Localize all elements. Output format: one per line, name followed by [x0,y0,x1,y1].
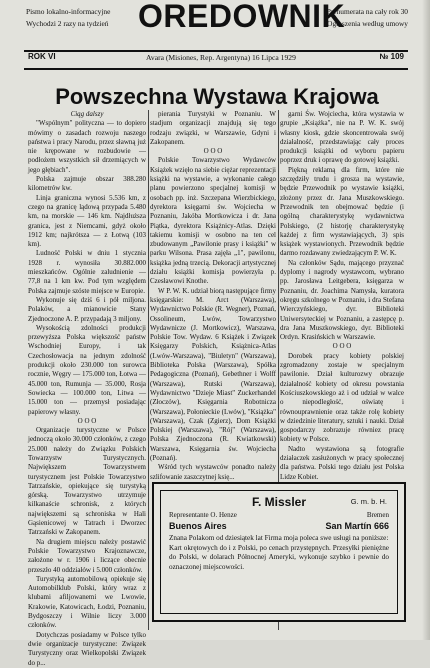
article-byline: Ciąg dalszy [70,110,104,118]
article-paragraph: Dotychczas posiadamy w Polsce tylko dwie organizacje turystyczne: Związek Turystyczny oraz Wielkopolski Związek do p... [28,630,146,667]
advertiser-representative [169,511,389,519]
article-paragraph: Na członków Sądu, mającego przyznać dyplomy i nagrody wystawcom, wybrano pp. Jarosława Leitgebera, księgarza w Poznaniu, dr. Joachima Namysła, kuratora okręgu szkolnego w Poznaniu, i dra Stefana Wierczyńskiego, dyr. Biblioteki Uniwersyteckiej w Poznaniu, a zastępcę p. dra Jana Muszkowskiego, dyr. Biblioteki Ordyn. Krasińskich w Warszawie. [280,258,404,342]
article-paragraph: Polskie Towarzystwo Wydawców Książek wzięło na siebie ciężar reprezentacji książki na wystawie, a wykonanie całego planu powierzono specjalnej komisji w osobach pp. inż. Szczepana Wierzbickiego, dyrektora księgarni św. Wojciecha w Poznaniu, Jakóba Mortkowicza i dr. Jana Piątka, dyrektora Książnicy-Atlas. Dzięki takiemu komisji w osobno na ten cel zbudowanym „Pawilonie prasy i książki" w parku Wilsona. Prasa zajęła „1", pawilonu, książka jedną trzecią. Dekoracji artystycznej działu książki komisja powierzyła p. Czesławowi Knothe. [150,156,276,286]
article-paragraph: Linja graniczna wynosi 5.536 km, z czego na granicę lądową przypada 5.480 km, na morskie — 146 km. Najdłuższa granica, jest z Niemcami, gdyż około 1912 km; najkrótsza — z Łotwą (103 km). [28,193,146,249]
section-separator: O O O [332,342,352,351]
article-paragraph: Nadto wystawiona są fotografie działaczek zasłużonych w pracy społecznej dla państwa. Polski tego działu jest Polska Lidze Kobiet. [280,444,404,481]
advertiser-city: Buenos Aires [169,521,227,531]
article-column-2 [150,110,276,481]
advertiser-name [161,495,397,509]
article-paragraph: "Wspólnym" polityczna — to dopiero mówimy o zasadach rozwoju naszego państwa i pracy Narodu, przez sławną już nie krępowane w rozbudowie — podłożem wszystkich sił drzemiących w jego głębiach". [28,119,146,174]
masthead-right-info [304,6,408,30]
masthead-frequency: Wychodzi 2 razy na tydzień [26,19,109,28]
section-separator: O O O [203,147,223,156]
representative-name: Representante O. Henze [169,511,237,519]
advertisement-box [152,482,406,622]
masthead-subscription: Prenumerata na cały rok 30 [326,7,408,16]
newspaper-title: OREDOWNIK [138,0,346,34]
representative-city: Bremen [366,511,389,519]
section-separator: O O O [77,416,97,425]
article-paragraph: Na drugiem miejscu należy postawić Polskie Towarzystwo Krajoznawcze, założone w r. 1906 i liczące obecnie przeszło 40 oddziałów i 5.000 członków. [28,537,146,574]
article-column-1 [28,110,146,667]
article-paragraph: W P. W. K. udział biorą następujące firmy księgarskie: M. Arct (Warszawa), Wydawnictwo Polskie (R. Wegner), Poznań, Ossolineum, Lwów, Towarzystwo Wydawnicze (J. Mortkowicz), Warszawa, Polskie Tow. Wydaw. 6 Książek i Związek Księgarzy Polskich, Książnica-Atlas (Lwów-Warszawa), "Biuletyn" (Warszawa), Biblioteka Polska (Warszawa), Spółka Pedagogiczna (Poznań), Gebethner i Wolff (Warszawa), Rutski (Warszawa), Wydawnictwo "Dzieje Miast" Zuckerhandel (Złoczów), Księgarnia Robotnicza (Warszawa), Połonieckie (Lwów), "Książka" (Warszawa), Czak (Zgierz), Dom Książki Polskiej (Warszawa), "Rój" (Warszawa), Polska Zjednoczona (R. Kwiatkowski) Warszawa, Księgarnia św. Wojciecha (Poznań). [150,286,276,462]
article-paragraph: Wysokością zdolności produkcji przewyższa Polska większość państw Wschodniej Europy, i tak Czechosłowacja na jednym zdolność produkcji około 230.000 ton surowca rocznie, Węgry — 175.000 ton, Łotwa — 45.000 ton, Rumunja — 35.000, Rosja Sowiecka — 100.000 ton, Litwa — 15.000 ton — przemysł posiadając papierowy własny. [28,323,146,416]
article-headline: Powszechna Wystawa Krajowa [55,84,379,109]
article-paragraph: pierania Turystyki w Poznaniu. W stadjum organizacji znajdują się tego rodzaju związki, w Warszawie, Gdyni i Zakopanem. [150,110,276,146]
article-paragraph: Turystyką automobilową opiekuje się Automobilklub Polski, który wraz z klubami afiljowanemi we Lwowie, Krakowie, Katowicach, Łodzi, Poznaniu, Bydgoszczy i Wilnie liczy 3.000 członków. [28,574,146,630]
article-paragraph: garni Św. Wojciecha, która wystawia w grupie „Książka", nie na P. W. K. swój własny kiosk, gdzie skoncentrowała swój działalność, przedstawiając cały proces produkcji książki od wyboru papieru poprzez druk i oprawę do gotowej książki. [280,110,404,165]
advertiser-name-text: F. Missler [251,495,307,509]
advertisement-body [169,534,389,572]
article-paragraph: Polska zajmuje obszar 388.280 kilometrów kw. [28,175,146,193]
article-paragraph: Dorobek pracy kobiety polskiej zgromadzony zostaje w specjalnym pawilonie. Dział kulturozwy obrazuje działalność kobiety od okresu powstania Kościuszkowskiego aż i od udział w walce o niepodległość, oświatę i równouprawnienie oraz także rolę kobiety w dziedzinie literatury, sztuki i nauki. Dział gospodarczy zobrazuje równiez pracę kobiety w Polsce. [280,351,404,444]
scan-edge-shadow [422,0,430,640]
masthead-subtitle: Pismo lokalno-informacyjne [26,7,111,16]
article-paragraph: Piękną reklamą dla firm, które nie szczędziły trudu i grosza na wystawie, będzie Przewodnik po wystawie książki, złożony przez dr. Jana Muszkowskiego. Przewodnik ten obejmować będzie (i ogólną charakterystykę wydawnictwa Polskiego, (2 historję charakterystykę każdej z firm wystawiających, 3) spis książek wystawionych. Przewodnik będzie darmo rozdawany zwiedzającym P. W. K. [280,165,404,258]
masthead-ads-note: Ogłoszenia według umowy [327,19,408,28]
advertiser-suffix: G. m. b. H. [350,497,387,506]
advertisement-text-2: Kart okrętowych do i z Polski, po cenach przystępnych. Przesyłki pieniężne do Polski, w dolarach Północnej Ameryki, wykonuje szybko i pewnie do oznaczonej miejscowości. [169,543,389,571]
place-date: Avara (Misiones, Rep. Argentyna) 16 Lipca 1929 [146,53,296,62]
article-column-3 [280,110,404,481]
issue-info-bar [28,52,404,68]
masthead-left-info [26,6,136,30]
advertisement-text: Znana Polakom od dziesiątek lat Firma moja poleca swe usługi na poniższe: [169,534,389,542]
column-divider [148,110,149,630]
article-paragraph: Wykonuje się dziś 6 i pół miljona. Polaków, a mianowicie Stany Zjednoczone A. P. przypadają 3 miljony. [28,295,146,323]
issue-number: № 109 [379,52,404,61]
masthead-bottom-rule [24,68,408,70]
advertiser-address: San Martín 666 [325,521,389,531]
volume-label: ROK VI [28,52,56,61]
article-paragraph: Ludność Polski w dniu 1 stycznia 1928 r. wynosiła 30.882.000 mieszkańców. Ogólnie zaludnienie — 77,8 na 1 km kw. Pod tym względem Polska zajmuje szóste miejsce w Europie. [28,249,146,295]
article-paragraph: Wśród tych wystawców ponadto należy szlifowanie zaszczytnej księ... [150,463,276,481]
advertisement-inner-frame [160,490,398,614]
article-paragraph: Organizacje turystyczne w Polsce jednoczą około 30.000 członków, z czego 25.000 należy do Związku Polskich Towarzystw Turystycznych. Największem Towarzystwem turystycznem jest Polskie Towarzystwo Tatrzańskie, opiekujące się turystyką górską. Towarzystwo utrzymuje kilkanaście schronisk, z których największemi są schroniska w Hali Gąsienicowej w Tatrach i Dworzec Tatrzański w Zakopanem. [28,426,146,537]
